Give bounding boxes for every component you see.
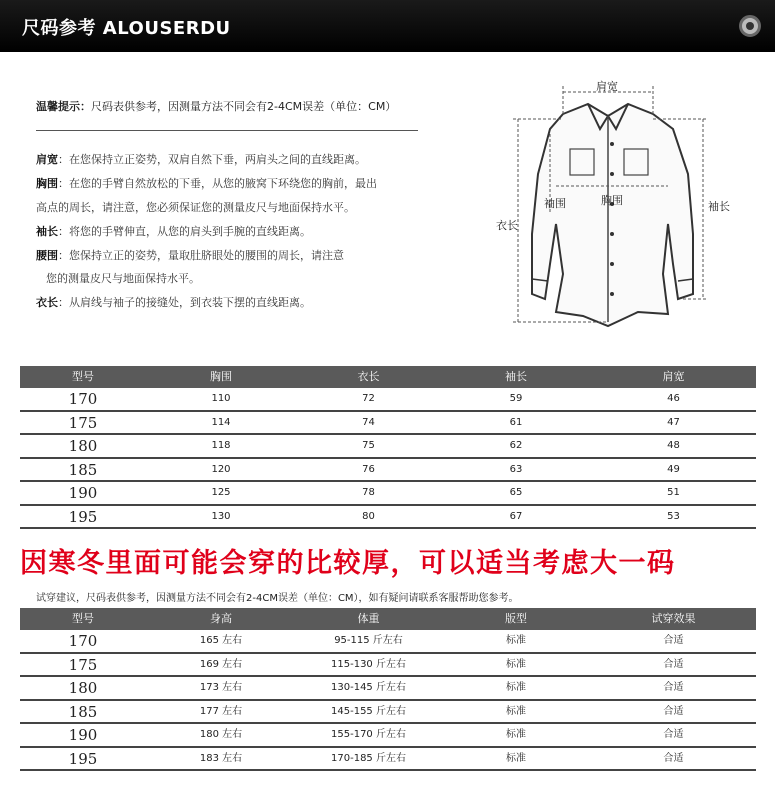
cell: 180 bbox=[68, 437, 98, 455]
fit-table-header bbox=[20, 608, 756, 630]
definition-chest bbox=[36, 177, 416, 191]
cell: 169 左右 bbox=[199, 658, 243, 670]
cell: 49 bbox=[667, 463, 680, 475]
cell: 173 左右 bbox=[199, 682, 243, 693]
cell: 155-170 斤左右 bbox=[331, 729, 406, 740]
fit-advice: 试穿建议，尺码表供参考，因测量方法不同会有2-4CM误差（单位：CM），如有疑问请联系客服帮助您参考。 bbox=[36, 593, 519, 604]
cell: 61 bbox=[509, 416, 523, 428]
term: 胸围 bbox=[36, 177, 58, 190]
diagram-label-sleeve: 袖长 bbox=[708, 200, 730, 213]
size-up-banner: 因寒冬里面可能会穿的比较厚，可以适当考虑大一码 bbox=[20, 548, 676, 579]
definition-line: ：您保持立正的姿势，量取肚脐眼处的腰围的周长，请注意 bbox=[58, 249, 344, 262]
definition-line: ：在您保持立正姿势，双肩自然下垂，两肩头之间的直线距离。 bbox=[58, 153, 366, 166]
diagram-label-chest: 胸围 bbox=[601, 194, 623, 207]
cell: 130 bbox=[211, 510, 231, 522]
cell: 标准 bbox=[506, 729, 526, 740]
cell: 185 bbox=[68, 460, 98, 479]
notice-text: 尺码表供参考，因测量方法不同会有2-4CM误差（单位：CM） bbox=[91, 100, 397, 113]
target-icon bbox=[739, 15, 761, 37]
cell: 177 左右 bbox=[199, 705, 243, 717]
cell: 76 bbox=[362, 463, 375, 475]
cell: 合适 bbox=[663, 705, 684, 717]
diagram-label-length: 衣长 bbox=[496, 219, 518, 232]
definition-line: ：将您的手臂伸直，从您的肩头到手腕的直线距离。 bbox=[58, 225, 311, 238]
cell: 65 bbox=[509, 487, 523, 498]
size-table bbox=[20, 366, 756, 529]
cell: 80 bbox=[362, 510, 375, 522]
table-row bbox=[20, 630, 756, 654]
table-row bbox=[20, 388, 756, 412]
definition-line: 高点的周长，请注意，您必须保证您的测量皮尺与地面保持水平。 bbox=[36, 201, 355, 214]
cell: 标准 bbox=[506, 635, 526, 646]
header-cell: 试穿效果 bbox=[651, 612, 696, 625]
header-cell: 肩宽 bbox=[662, 370, 685, 383]
cell: 74 bbox=[362, 416, 375, 428]
cell: 46 bbox=[667, 393, 680, 404]
cell: 53 bbox=[667, 510, 680, 522]
cell: 118 bbox=[211, 440, 231, 451]
cell: 标准 bbox=[506, 752, 526, 764]
cell: 120 bbox=[211, 463, 231, 475]
size-table-header bbox=[20, 366, 756, 388]
header-cell: 袖长 bbox=[505, 370, 527, 383]
cell: 110 bbox=[211, 393, 231, 404]
diagram-label-armhole: 袖围 bbox=[544, 197, 566, 210]
cell: 75 bbox=[362, 440, 375, 451]
header-cell: 身高 bbox=[210, 612, 232, 625]
cell: 130-145 斤左右 bbox=[331, 682, 406, 693]
table-row bbox=[20, 459, 756, 483]
cell: 115-130 斤左右 bbox=[331, 658, 406, 670]
cell: 180 左右 bbox=[199, 729, 243, 740]
cell: 62 bbox=[509, 440, 523, 451]
definition-line: 您的测量皮尺与地面保持水平。 bbox=[46, 272, 200, 285]
cell: 标准 bbox=[506, 658, 526, 670]
definition-waist-cont bbox=[46, 272, 426, 286]
table-row bbox=[20, 677, 756, 701]
cell: 183 左右 bbox=[199, 752, 243, 764]
definition-shoulder bbox=[36, 153, 416, 167]
header-cell: 衣长 bbox=[357, 370, 380, 383]
cell: 47 bbox=[667, 416, 680, 428]
cell: 48 bbox=[667, 440, 680, 451]
cell: 165 左右 bbox=[199, 635, 243, 646]
cell: 合适 bbox=[663, 682, 684, 693]
cell: 合适 bbox=[663, 729, 684, 740]
header-cell: 体重 bbox=[357, 612, 380, 625]
table-row bbox=[20, 654, 756, 678]
cell: 180 bbox=[68, 679, 98, 697]
cell: 195 bbox=[68, 507, 98, 526]
table-row bbox=[20, 506, 756, 530]
cell: 合适 bbox=[663, 658, 684, 670]
definition-line: ：在您的手臂自然放松的下垂，从您的腋窝下环绕您的胸前，最出 bbox=[58, 177, 377, 190]
term: 肩宽 bbox=[36, 153, 58, 166]
definition-waist bbox=[36, 249, 416, 263]
header-cell: 型号 bbox=[72, 612, 94, 625]
cell: 195 bbox=[68, 749, 98, 768]
cell: 145-155 斤左右 bbox=[331, 705, 406, 717]
table-row bbox=[20, 412, 756, 436]
header-cell: 型号 bbox=[72, 370, 94, 383]
cell: 合适 bbox=[663, 635, 684, 646]
table-row bbox=[20, 435, 756, 459]
table-row bbox=[20, 724, 756, 748]
definition-sleeve bbox=[36, 225, 416, 239]
definition-chest-cont bbox=[36, 201, 416, 215]
diagram-label-shoulder: 肩宽 bbox=[596, 80, 618, 93]
cell: 170 bbox=[68, 632, 98, 650]
shirt-diagram bbox=[488, 74, 738, 336]
term: 腰围 bbox=[36, 249, 58, 262]
fit-table bbox=[20, 608, 756, 771]
cell: 95-115 斤左右 bbox=[334, 635, 403, 646]
notice-label: 温馨提示： bbox=[36, 100, 91, 113]
cell: 175 bbox=[68, 413, 98, 432]
table-row bbox=[20, 482, 756, 506]
cell: 标准 bbox=[506, 705, 526, 717]
term: 衣长 bbox=[36, 296, 58, 309]
header-cell: 胸围 bbox=[210, 370, 232, 383]
cell: 190 bbox=[68, 726, 98, 744]
cell: 185 bbox=[68, 702, 98, 721]
cell: 51 bbox=[667, 487, 680, 498]
cell: 170-185 斤左右 bbox=[331, 752, 406, 764]
cell: 190 bbox=[68, 484, 98, 502]
cell: 标准 bbox=[506, 682, 526, 693]
divider bbox=[36, 130, 418, 131]
header-cell: 版型 bbox=[505, 612, 527, 625]
cell: 125 bbox=[211, 487, 231, 498]
cell: 170 bbox=[68, 390, 98, 408]
cell: 63 bbox=[509, 463, 523, 475]
cell: 114 bbox=[211, 416, 231, 428]
page-title: 尺码参考 ALOUSERDU bbox=[22, 18, 231, 39]
table-row bbox=[20, 701, 756, 725]
cell: 72 bbox=[362, 393, 375, 404]
cell: 59 bbox=[509, 393, 523, 404]
definition-line: ：从肩线与袖子的接缝处，到衣装下摆的直线距离。 bbox=[58, 296, 311, 309]
cell: 78 bbox=[362, 487, 375, 498]
term: 袖长 bbox=[36, 225, 58, 238]
notice bbox=[36, 98, 396, 114]
definition-length bbox=[36, 296, 416, 310]
header-bar bbox=[0, 0, 775, 52]
table-row bbox=[20, 748, 756, 772]
cell: 67 bbox=[509, 510, 523, 522]
cell: 175 bbox=[68, 655, 98, 674]
cell: 合适 bbox=[663, 752, 684, 764]
